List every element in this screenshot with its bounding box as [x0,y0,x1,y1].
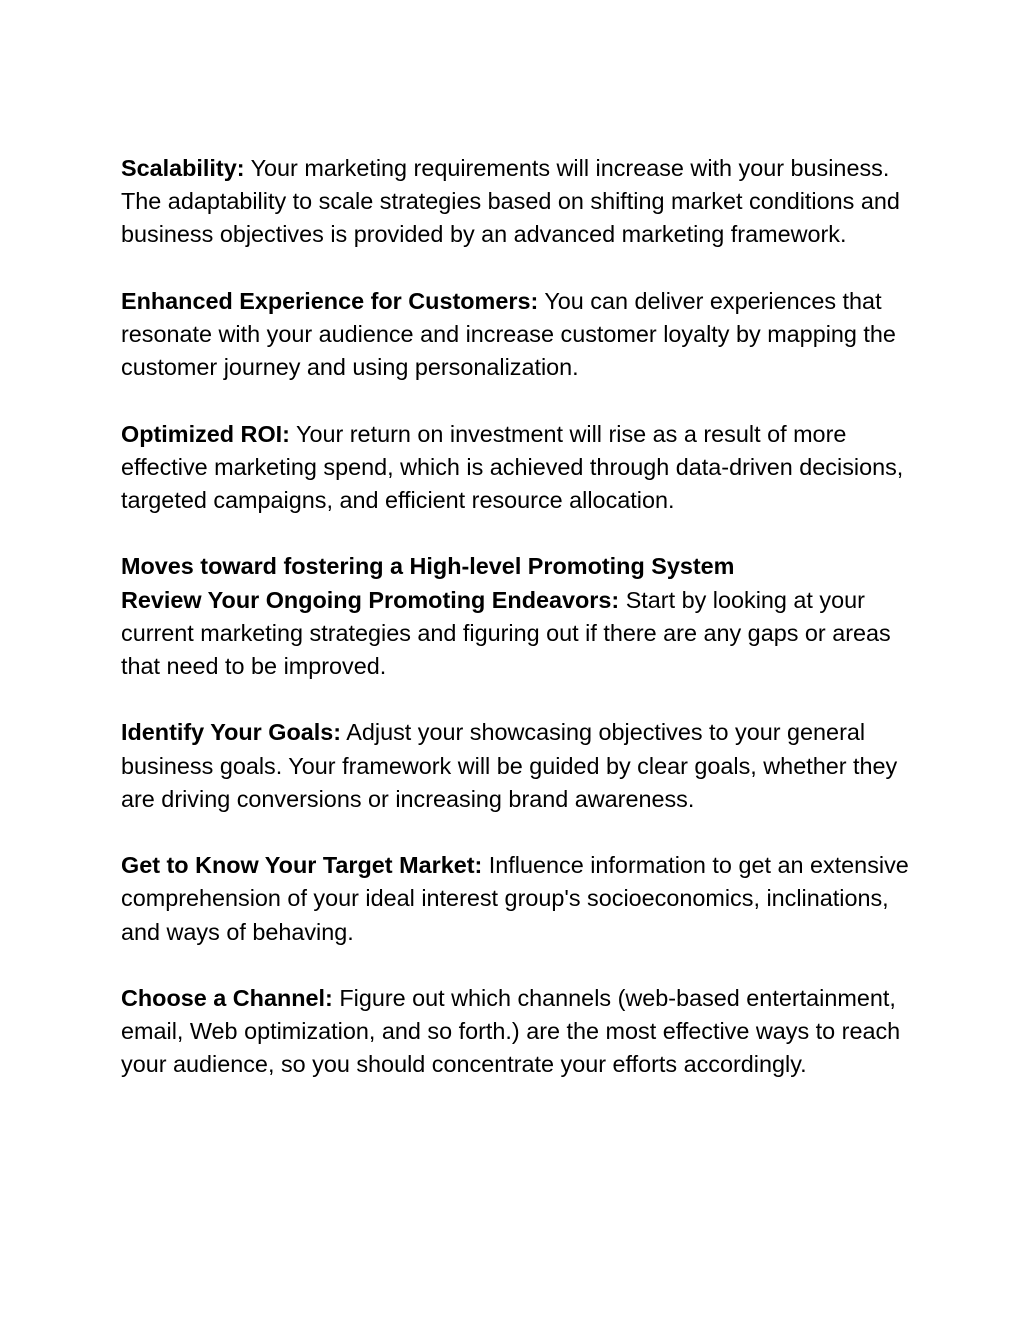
paragraph-text: Adjust your showcasing objectives to your general business goals. Your framework will be guided by clear goals, whether they are driving conversions or increasing brand awareness. [121,719,898,812]
paragraph-label: Get to Know Your Target Market: [121,852,483,879]
paragraph-enhanced-experience [121,285,921,385]
paragraph-label: Enhanced Experience for Customers: [121,287,539,314]
paragraph-text: Influence information to get an extensive comprehension of your ideal interest group's socioeconomics, inclinations, and ways of behaving. [121,852,909,945]
paragraph-text: Start by looking at your current marketing strategies and figuring out if there are any gaps or areas that need to be improved. [121,586,891,679]
paragraph-optimized-roi [121,418,921,518]
paragraph-review-efforts [121,550,921,683]
paragraph-label: Scalability: [121,155,245,181]
paragraph-identify-goals [121,716,921,816]
paragraph-text: Your marketing requirements will increase with your business. The adaptability to scale strategies based on shifting market conditions and business objectives is provided by an advanced marketing framework. [121,155,900,248]
paragraph-choose-channel [121,982,921,1082]
paragraph-text: Your return on investment will rise as a result of more effective marketing spend, which is achieved through data-driven decisions, targeted campaigns, and efficient resource allocation. [121,420,904,513]
paragraph-label: Optimized ROI: [121,420,290,447]
paragraph-text: You can deliver experiences that resonate with your audience and increase customer loyalty by mapping the customer journey and using personalization. [121,287,896,381]
paragraph-label: Review Your Ongoing Promoting Endeavors: [121,586,620,613]
paragraph-scalability [121,152,921,252]
section-heading: Moves toward fostering a High-level Promoting System [121,553,735,580]
paragraph-label: Identify Your Goals: [121,719,342,746]
document-body [121,152,921,1115]
paragraph-target-market [121,849,921,949]
paragraph-label: Choose a Channel: [121,984,333,1011]
paragraph-text: Figure out which channels (web-based entertainment, email, Web optimization, and so forth.) are the most effective ways to reach your audience, so you should concentrate your efforts accordingly. [121,984,901,1078]
